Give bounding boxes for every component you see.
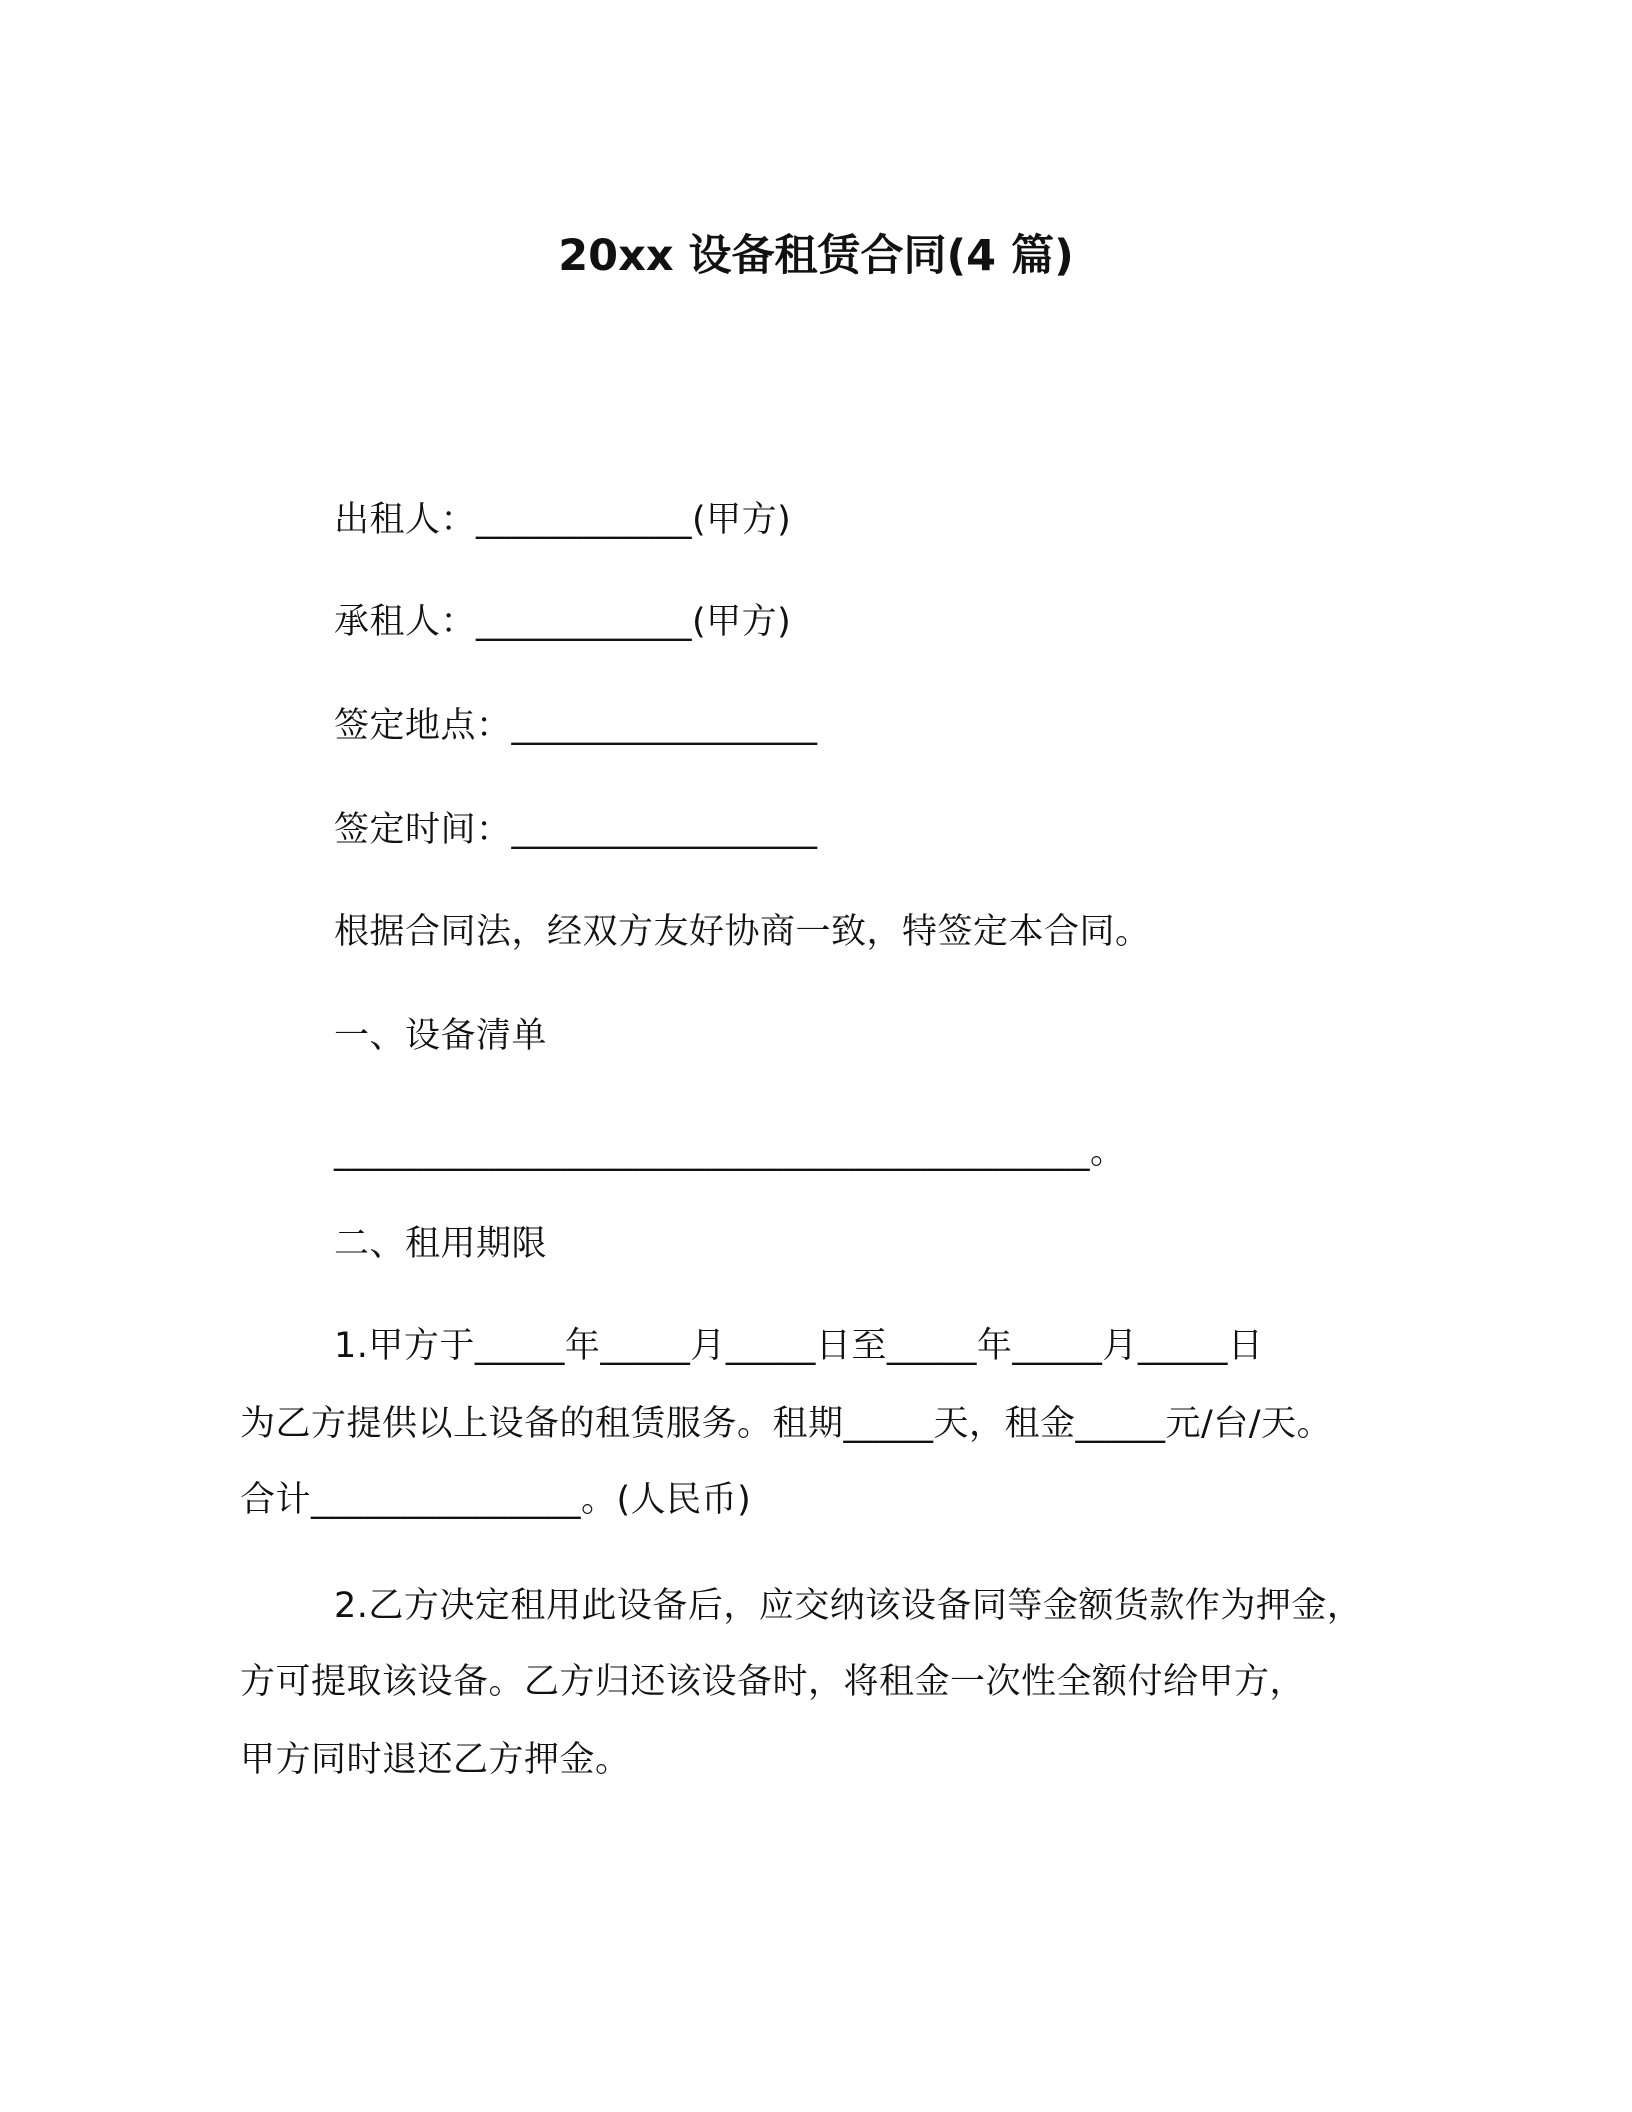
lessee-line: 承租人：____________(甲方) [334, 602, 792, 642]
equipment-list-blank: __________________________________________。 [334, 1132, 1126, 1172]
signing-place-line: 签定地点：_________________ [334, 706, 818, 746]
deposit-clause-line-3: 甲方同时退还乙方押金。 [240, 1740, 631, 1780]
deposit-clause-line-2: 方可提取该设备。乙方归还该设备时，将租金一次性全额付给甲方， [240, 1662, 1306, 1702]
document-title: 20xx 设备租赁合同(4 篇) [558, 231, 1074, 281]
section-heading-equipment: 一、设备清单 [334, 1016, 548, 1056]
deposit-clause-line-1: 2.乙方决定租用此设备后，应交纳该设备同等金额货款作为押金， [334, 1586, 1363, 1626]
lessor-line: 出租人：____________(甲方) [334, 500, 792, 540]
term-clause-line-1: 1.甲方于_____年_____月_____日至_____年_____月_____日 [334, 1326, 1264, 1366]
signing-time-line: 签定时间：_________________ [334, 810, 818, 850]
term-clause-line-2: 为乙方提供以上设备的租赁服务。租期_____天，租金_____元/台/天。 [240, 1404, 1333, 1444]
preamble-line: 根据合同法，经双方友好协商一致，特签定本合同。 [334, 912, 1151, 952]
term-clause-line-3: 合计_______________。(人民币) [240, 1480, 752, 1520]
section-heading-term: 二、租用期限 [334, 1224, 548, 1264]
